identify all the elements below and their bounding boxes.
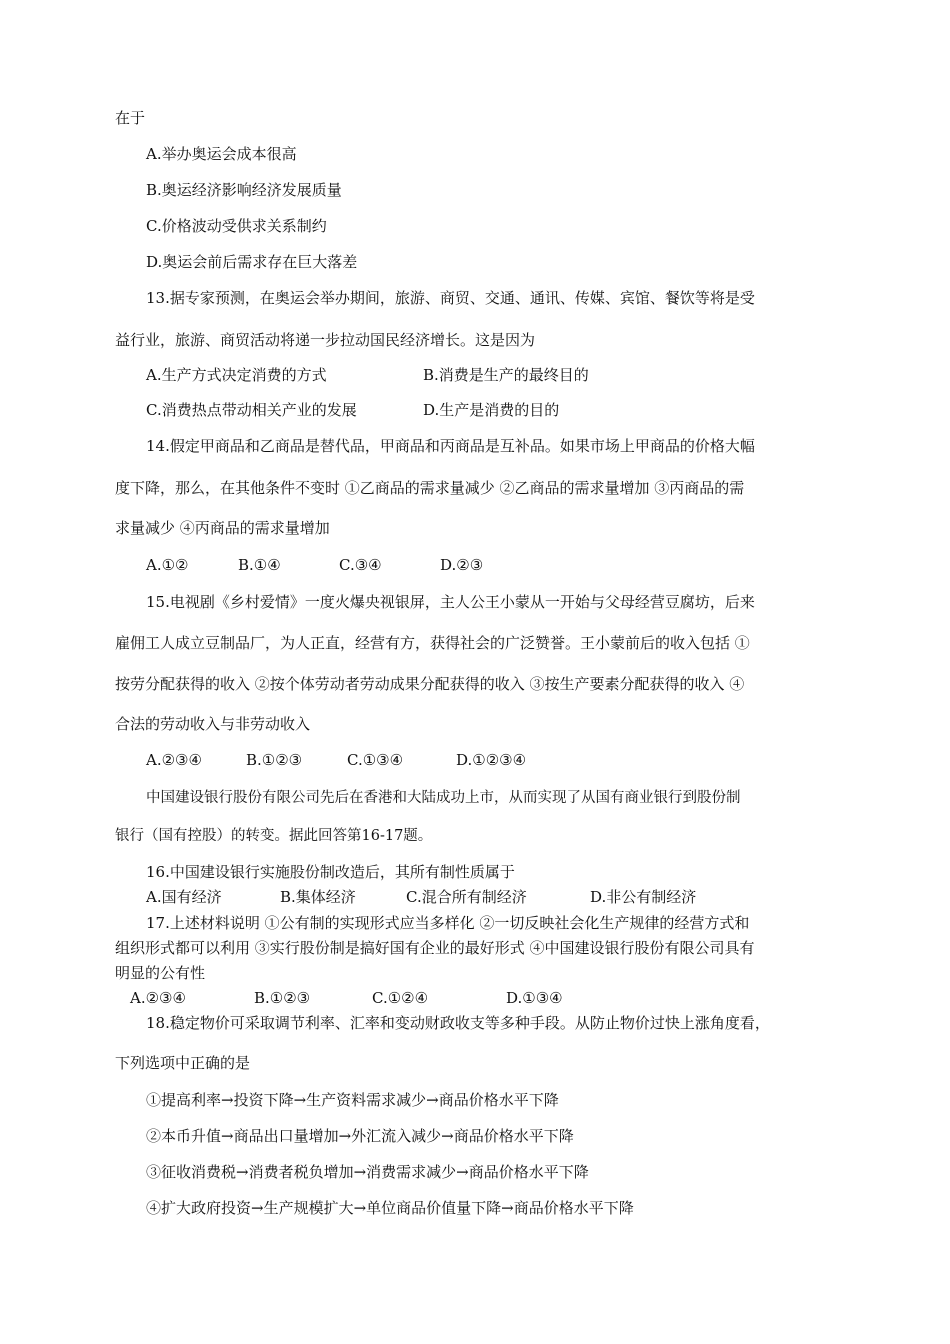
q14-option-c: C.③④ — [339, 556, 382, 574]
q12-option-d: D.奥运会前后需求存在巨大落差 — [146, 253, 358, 271]
q14-option-b: B.①④ — [238, 556, 281, 574]
q15-stem-line-4: 合法的劳动收入与非劳动收入 — [115, 715, 311, 733]
q17-stem-line-1: 17.上述材料说明 ①公有制的实现形式应当多样化 ②一切反映社会化生产规律的经营方式和 — [146, 914, 750, 932]
q15-option-d: D.①②③④ — [456, 751, 527, 769]
q14-option-a: A.①② — [146, 556, 189, 574]
q17-stem-line-3: 明显的公有性 — [115, 964, 206, 982]
q18-item-2: ②本币升值→商品出口量增加→外汇流入减少→商品价格水平下降 — [146, 1127, 574, 1145]
q17-stem-line-2: 组织形式都可以利用 ③实行股份制是搞好国有企业的最好形式 ④中国建设银行股份有限公司具有 — [115, 939, 755, 957]
material-line-2: 银行（国有控股）的转变。据此回答第16-17题。 — [115, 828, 433, 844]
q17-option-b: B.①②③ — [254, 989, 311, 1007]
q17-option-c: C.①②④ — [372, 989, 429, 1007]
q13-option-a: A.生产方式决定消费的方式 — [146, 366, 327, 384]
q15-option-c: C.①③④ — [347, 751, 404, 769]
q16-option-a: A.国有经济 — [146, 888, 222, 906]
q15-option-b: B.①②③ — [246, 751, 303, 769]
q15-stem-line-2: 雇佣工人成立豆制品厂，为人正直，经营有方，获得社会的广泛赞誉。王小蒙前后的收入包括 ① — [115, 634, 750, 652]
q14-stem-line-2: 度下降，那么，在其他条件不变时 ①乙商品的需求量减少 ②乙商品的需求量增加 ③丙商品的需 — [115, 479, 745, 497]
q16-option-b: B.集体经济 — [280, 888, 356, 906]
q13-stem-line-1: 13.据专家预测，在奥运会举办期间，旅游、商贸、交通、通讯、传媒、宾馆、餐饮等将是受 — [146, 289, 755, 307]
q13-option-d: D.生产是消费的目的 — [423, 401, 560, 419]
q14-option-d: D.②③ — [440, 556, 484, 574]
q16-option-d: D.非公有制经济 — [590, 888, 697, 906]
q18-item-3: ③征收消费税→消费者税负增加→消费需求减少→商品价格水平下降 — [146, 1163, 589, 1181]
q17-option-a: A.②③④ — [130, 989, 186, 1007]
q15-stem-line-3: 按劳分配获得的收入 ②按个体劳动者劳动成果分配获得的收入 ③按生产要素分配获得的收入 ④ — [115, 675, 745, 693]
q13-option-b: B.消费是生产的最终目的 — [423, 366, 589, 384]
q18-stem-line-2: 下列选项中正确的是 — [115, 1054, 251, 1072]
q12-option-b: B.奥运经济影响经济发展质量 — [146, 181, 342, 199]
q13-option-c: C.消费热点带动相关产业的发展 — [146, 401, 357, 419]
q13-stem-line-2: 益行业，旅游、商贸活动将递一步拉动国民经济增长。这是因为 — [115, 331, 536, 349]
q16-stem: 16.中国建设银行实施股份制改造后，其所有制性质属于 — [146, 863, 515, 881]
q15-option-a: A.②③④ — [146, 751, 202, 769]
q18-item-1: ①提高利率→投资下降→生产资料需求减少→商品价格水平下降 — [146, 1091, 559, 1109]
material-line-1: 中国建设银行股份有限公司先后在香港和大陆成功上市，从而实现了从国有商业银行到股份制 — [146, 790, 741, 806]
q17-option-d: D.①③④ — [506, 989, 563, 1007]
q12-option-c: C.价格波动受供求关系制约 — [146, 217, 327, 235]
q16-option-c: C.混合所有制经济 — [406, 888, 527, 906]
q14-stem-line-1: 14.假定甲商品和乙商品是替代品，甲商品和丙商品是互补品。如果市场上甲商品的价格大幅 — [146, 437, 755, 455]
q18-stem-line-1: 18.稳定物价可采取调节利率、汇率和变动财政收支等多种手段。从防止物价过快上涨角度看， — [146, 1014, 770, 1032]
q14-stem-line-3: 求量减少 ④丙商品的需求量增加 — [115, 519, 330, 537]
q12-option-a: A.举办奥运会成本很高 — [146, 145, 297, 163]
q12-stem-tail: 在于 — [115, 109, 146, 127]
q18-item-4: ④扩大政府投资→生产规模扩大→单位商品价值量下降→商品价格水平下降 — [146, 1199, 634, 1217]
q15-stem-line-1: 15.电视剧《乡村爱情》一度火爆央视银屏，主人公王小蒙从一开始与父母经营豆腐坊，后来 — [146, 593, 755, 611]
